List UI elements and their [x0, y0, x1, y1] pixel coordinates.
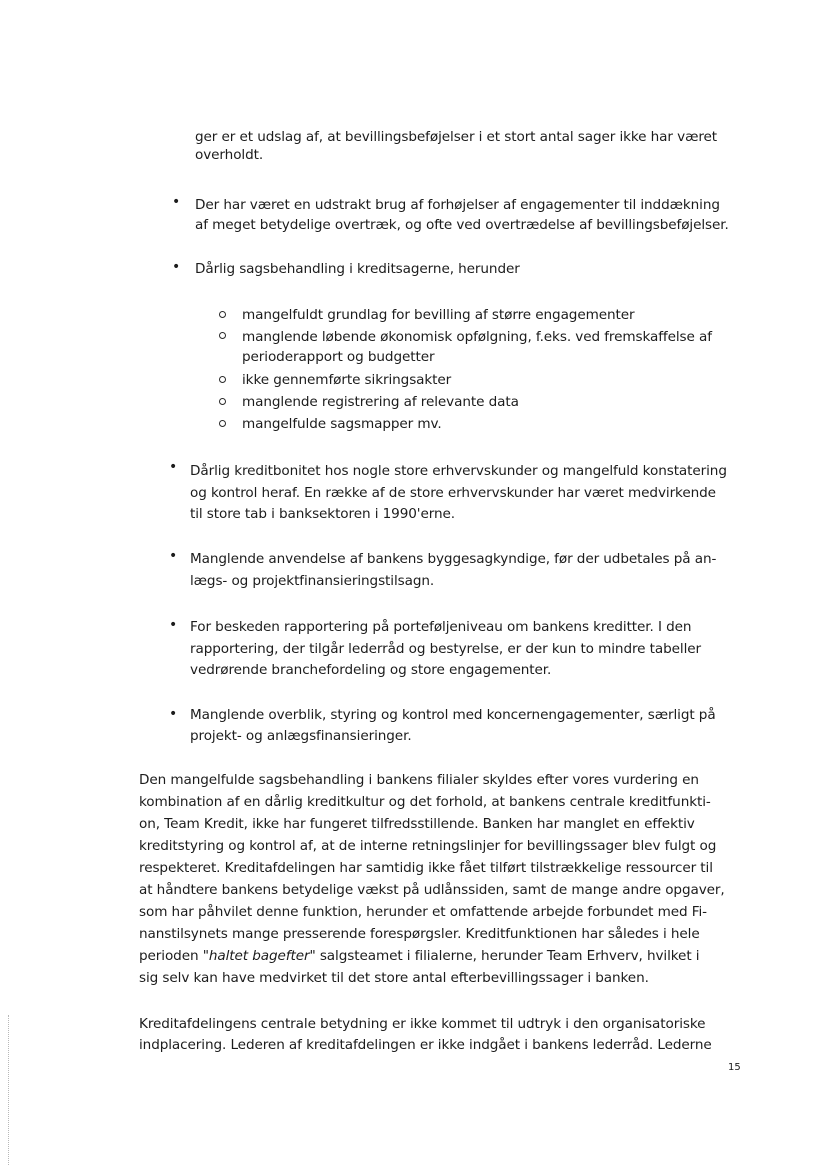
sub-item-line: manglende løbende økonomisk opfølgning, f.eks. ved fremskaffelse af: [242, 329, 712, 345]
bullet-text-line: vedrørende branchefordeling og store engagementer.: [190, 662, 552, 678]
paragraph-line: kombination af en dårlig kreditkultur og det forhold, at bankens centrale kreditfunkti-: [139, 794, 711, 810]
bullet-text-line: Der har været en udstrakt brug af forhøjelser af engagementer til inddækning: [195, 197, 720, 213]
paragraph-line: indplacering. Lederen af kreditafdelingen er ikke indgået i bankens lederråd. Lederne: [139, 1037, 712, 1053]
page-number: 15: [728, 1062, 741, 1073]
paragraph-line: respekteret. Kreditafdelingen har samtidig ikke fået tilført tilstrækkelige ressourcer til: [139, 860, 713, 876]
bullet-text-line: For beskeden rapportering på porteføljeniveau om bankens kreditter. I den: [190, 619, 692, 635]
bullet-text-line: Dårlig sagsbehandling i kreditsagerne, herunder: [195, 261, 520, 277]
italic-quote: haltet bagefter: [208, 948, 310, 964]
bullet-text-line: rapportering, der tilgår lederråd og bestyrelse, er der kun to mindre tabeller: [190, 641, 702, 657]
sub-bullet-marker: [219, 376, 226, 383]
paragraph-line: sig selv kan have medvirket til det store antal efterbevillingssager i banken.: [139, 970, 649, 986]
bullet-text-line: lægs- og projektfinansieringstilsagn.: [190, 573, 435, 589]
bullet-text-line: Dårlig kreditbonitet hos nogle store erhvervskunder og mangelfuld konstatering: [190, 463, 727, 479]
bullet-text-line: til store tab i banksektoren i 1990'erne.: [190, 506, 455, 522]
bullet-marker: •: [172, 259, 181, 275]
paragraph-line: at håndtere bankens betydelige vækst på udlånssiden, samt de mange andre opgaver,: [139, 882, 725, 898]
paragraph-line: Den mangelfulde sagsbehandling i bankens filialer skyldes efter vores vurdering en: [139, 772, 699, 788]
paragraph-line: kreditstyring og kontrol af, at de interne retningslinjer for bevillingssager blev fulgt og: [139, 838, 717, 854]
sub-item-line: perioderapport og budgetter: [242, 349, 435, 365]
sub-item-line: ikke gennemførte sikringsakter: [242, 372, 452, 388]
sub-item-line: mangelfulde sagsmapper mv.: [242, 416, 442, 432]
sub-bullet-marker: [219, 420, 226, 427]
intro-line: ger er et udslag af, at bevillingsbeføjelser i et stort antal sager ikke har været: [195, 129, 718, 145]
paragraph-line: Kreditafdelingens centrale betydning er ikke kommet til udtryk i den organisatoriske: [139, 1016, 706, 1032]
scan-edge-mark: [8, 1015, 9, 1165]
paragraph-text: " salgsteamet i filialerne, herunder Team Erhverv, hvilket i: [309, 948, 700, 964]
bullet-marker: •: [169, 548, 178, 564]
sub-bullet-marker: [219, 398, 226, 405]
paragraph-line: [139, 945, 699, 967]
bullet-text-line: Manglende overblik, styring og kontrol med koncernengagementer, særligt på: [190, 707, 716, 723]
bullet-marker: •: [169, 617, 178, 633]
sub-item-line: mangelfuldt grundlag for bevilling af større engagementer: [242, 307, 635, 323]
sub-bullet-marker: [219, 332, 226, 339]
sub-item-line: manglende registrering af relevante data: [242, 394, 519, 410]
paragraph-line: nanstilsynets mange presserende forespørgsler. Kreditfunktionen har således i hele: [139, 926, 700, 942]
paragraph-line: on, Team Kredit, ikke har fungeret tilfredsstillende. Banken har manglet en effektiv: [139, 816, 695, 832]
bullet-text-line: og kontrol heraf. En række af de store erhvervskunder har været medvirkende: [190, 485, 716, 501]
intro-line: overholdt.: [195, 147, 264, 163]
bullet-text-line: projekt- og anlægsfinansieringer.: [190, 728, 412, 744]
bullet-marker: •: [169, 459, 178, 475]
sub-bullet-marker: [219, 311, 226, 318]
paragraph-line: som har påhvilet denne funktion, herunder et omfattende arbejde forbundet med Fi-: [139, 904, 707, 920]
bullet-marker: •: [169, 706, 178, 722]
bullet-text-line: af meget betydelige overtræk, og ofte ved overtrædelse af bevillingsbeføjelser.: [195, 217, 729, 233]
bullet-marker: •: [172, 194, 181, 210]
bullet-text-line: Manglende anvendelse af bankens byggesagkyndige, før der udbetales på an-: [190, 551, 717, 567]
paragraph-text: perioden ": [139, 948, 209, 964]
